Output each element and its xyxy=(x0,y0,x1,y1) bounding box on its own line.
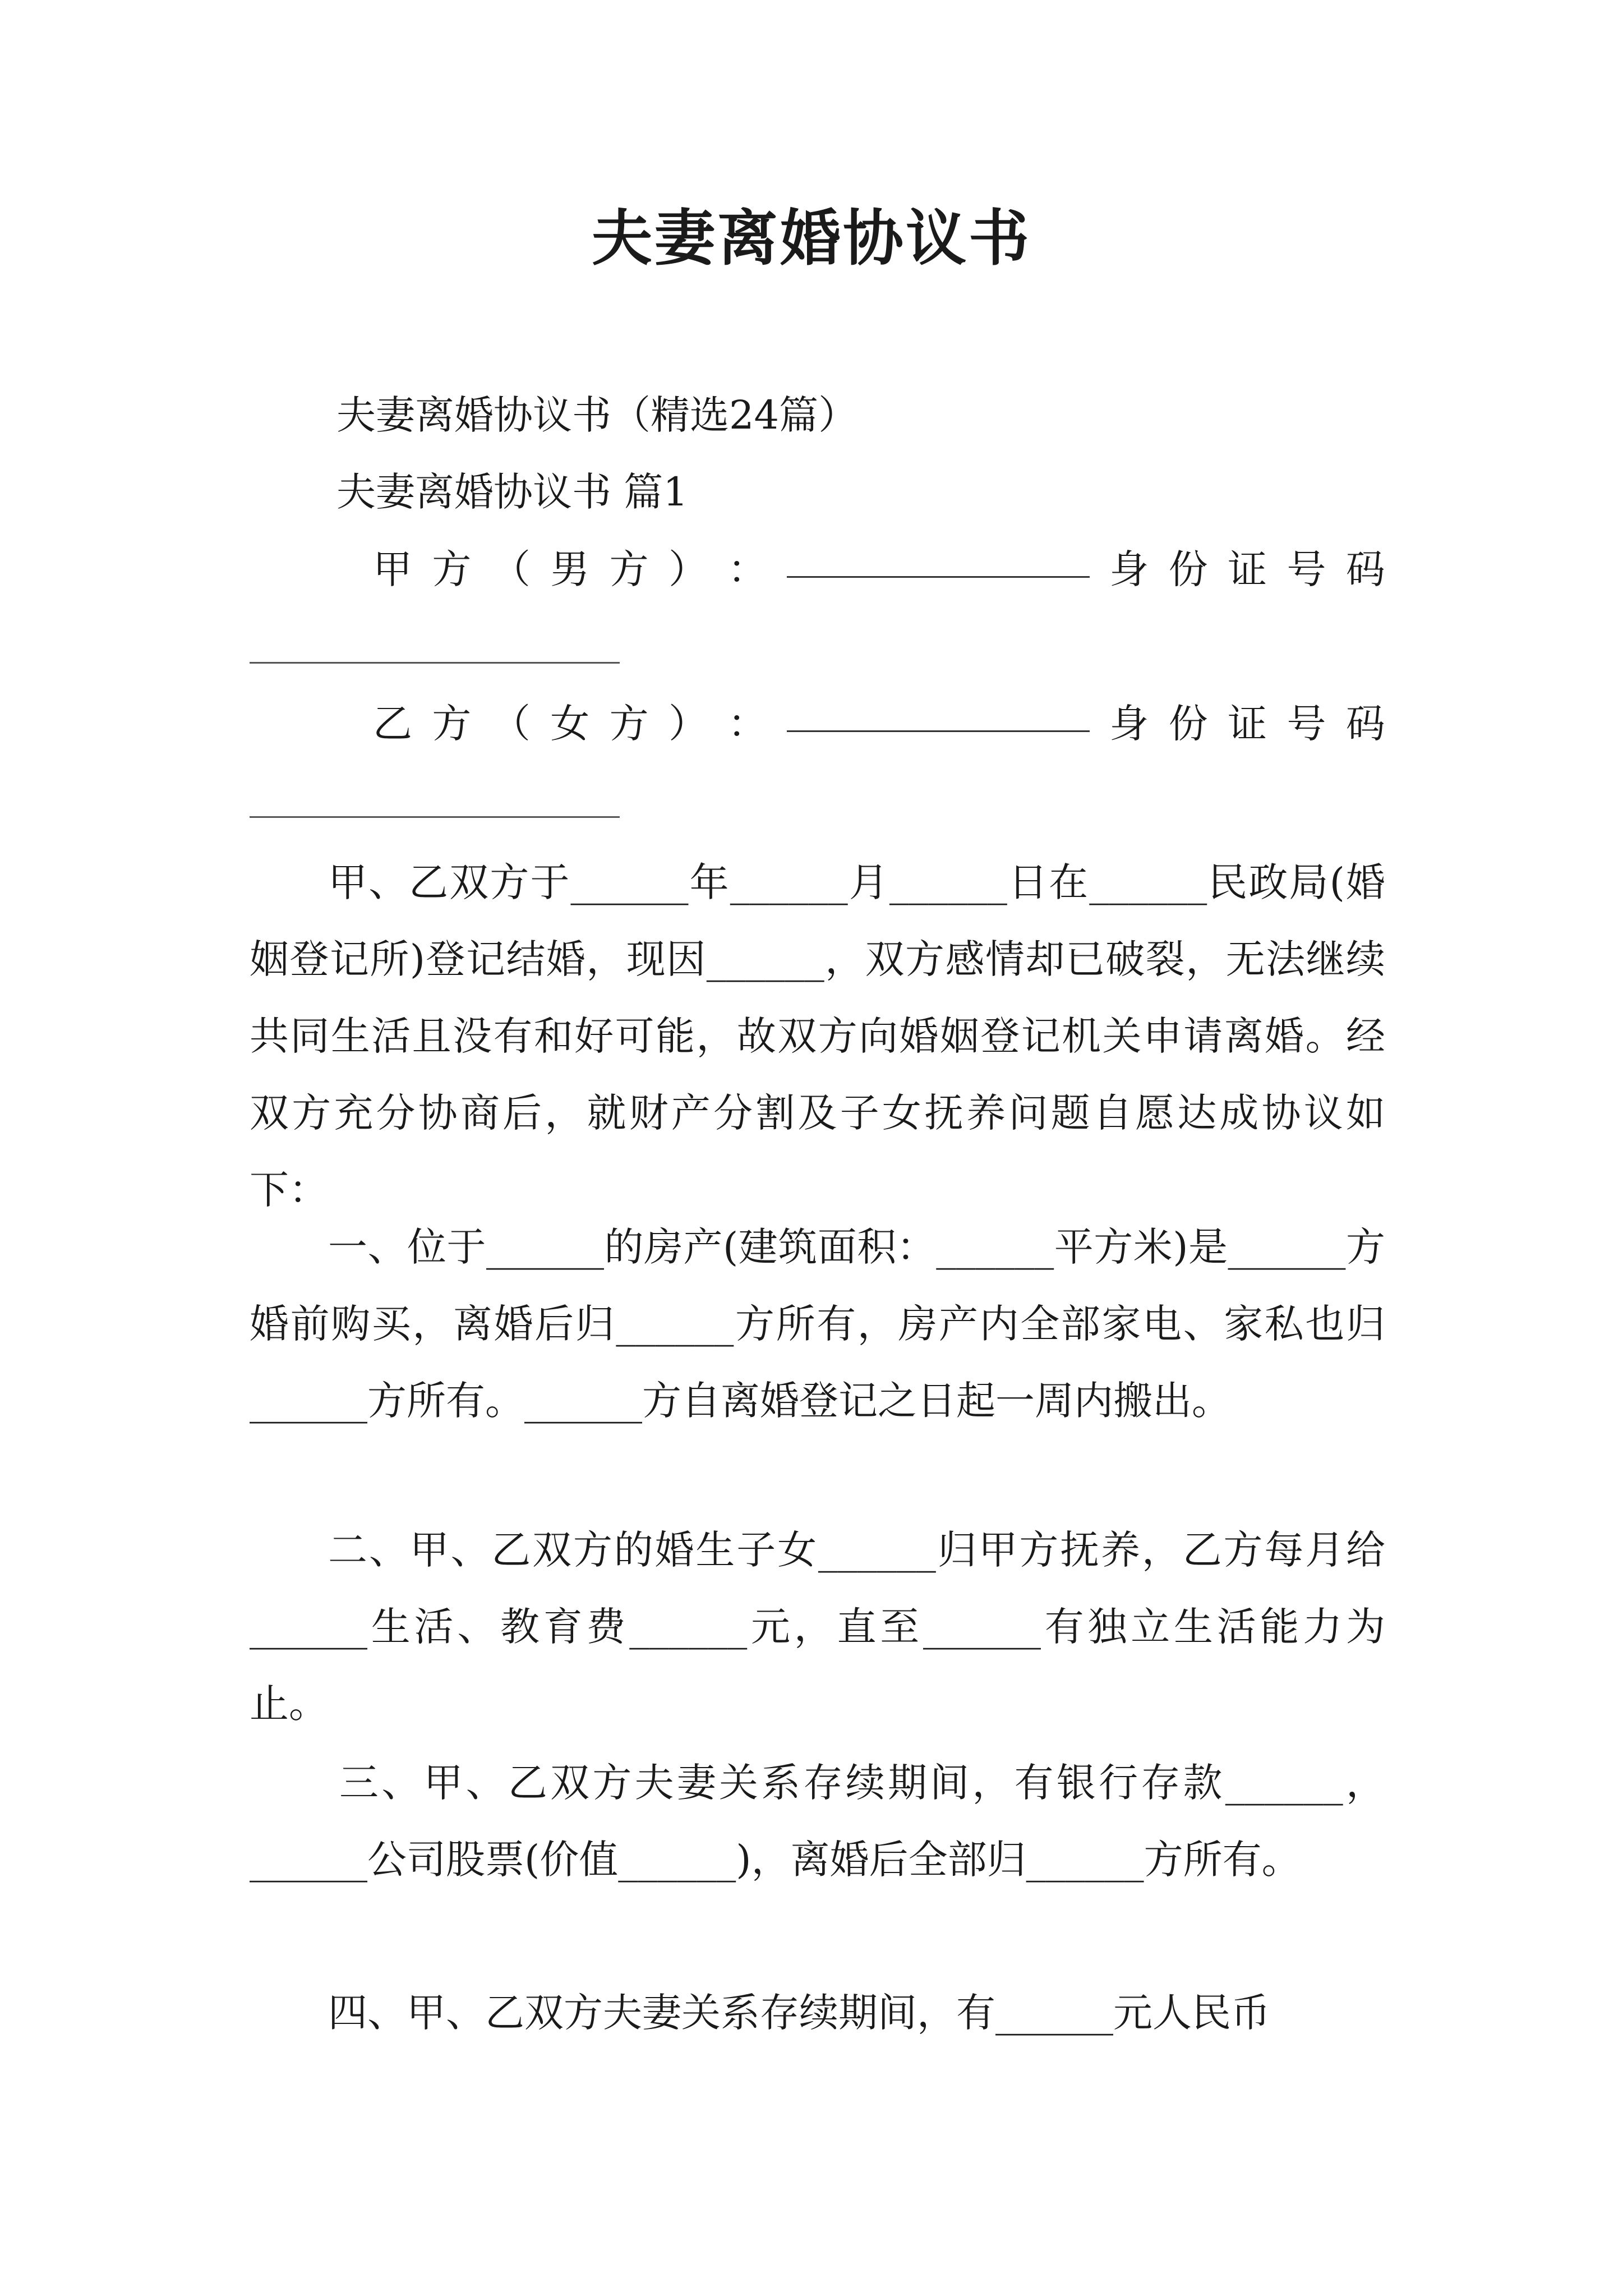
party-a-char: 码 xyxy=(1345,546,1385,592)
party-b-char: 女 xyxy=(550,701,590,747)
party-b-char: 身 xyxy=(1109,701,1149,747)
party-b-name-blank xyxy=(787,696,1090,732)
party-b-char: 份 xyxy=(1168,701,1208,747)
party-a-char: 方 xyxy=(609,546,649,592)
paragraph-clause-3: 三、甲、乙双方夫妻关系存续期间，有银行存款______，______公司股票(价值______)，离婚后全部归______方所有。 xyxy=(250,1760,1385,1883)
document-title: 夫妻离婚协议书 xyxy=(591,203,1031,274)
party-a-id-blank xyxy=(250,662,620,664)
party-a-line xyxy=(373,541,1385,597)
document-subtitle: 夫妻离婚协议书（精选24篇） xyxy=(336,392,858,438)
party-a-char: 份 xyxy=(1168,546,1208,592)
paragraph-intro: 甲、乙双方于______年______月______日在______民政局(婚姻登记所)登记结婚，现因______，双方感情却已破裂，无法继续共同生活且没有和好可能，故双方向婚姻登记机关申请离婚。经双方充分协商后，就财产分割及子女抚养问题自愿达成协议如下： xyxy=(250,859,1385,1213)
party-a-char: 方 xyxy=(432,546,472,592)
party-a-char: 证 xyxy=(1228,546,1267,592)
party-a-char: ） xyxy=(668,546,708,592)
section-heading: 夫妻离婚协议书 篇1 xyxy=(336,469,688,515)
party-b-char: 号 xyxy=(1287,701,1326,747)
party-a-char: ： xyxy=(727,546,767,592)
party-a-char: （ xyxy=(491,546,531,592)
paragraph-clause-2: 二、甲、乙双方的婚生子女______归甲方抚养，乙方每月给______生活、教育费______元，直至______有独立生活能力为止。 xyxy=(250,1527,1385,1727)
party-b-char: ： xyxy=(727,701,767,747)
party-a-char: 男 xyxy=(550,546,590,592)
paragraph-clause-1: 一、位于______的房产(建筑面积：______平方米)是______方婚前购买，离婚后归______方所有，房产内全部家电、家私也归______方所有。______方自离婚登记之日起一周内搬出。 xyxy=(250,1224,1385,1424)
paragraph-clause-4: 四、甲、乙双方夫妻关系存续期间，有______元人民币 xyxy=(328,1990,1270,2036)
party-b-char: 乙 xyxy=(373,701,412,747)
party-b-id-blank xyxy=(250,816,620,818)
party-b-line xyxy=(373,696,1385,752)
party-b-char: 证 xyxy=(1228,701,1267,747)
party-b-char: 方 xyxy=(432,701,472,747)
party-b-char: 码 xyxy=(1345,701,1385,747)
party-b-char: 方 xyxy=(609,701,649,747)
party-b-char: （ xyxy=(491,701,531,747)
party-a-char: 号 xyxy=(1287,546,1326,592)
party-a-char: 身 xyxy=(1109,546,1149,592)
party-b-char: ） xyxy=(668,701,708,747)
party-a-name-blank xyxy=(787,541,1090,578)
party-a-char: 甲 xyxy=(373,546,412,592)
